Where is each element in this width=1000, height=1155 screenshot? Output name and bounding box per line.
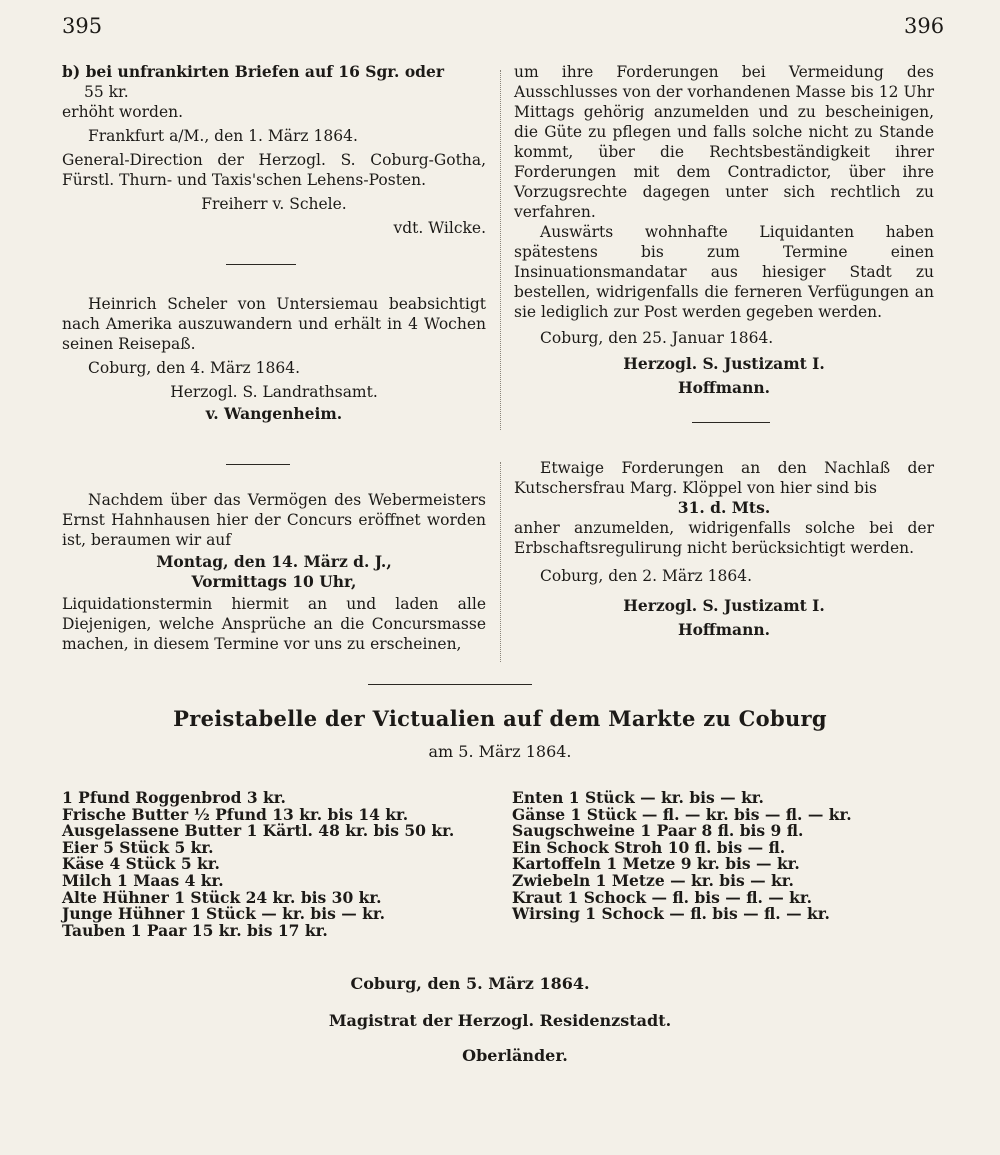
price-item: Ein Schock Stroh 10 fl. bis — fl. — [512, 837, 786, 857]
notice3-text: Nachdem über das Vermögen des Webermeisters Ernst Hahnhausen hier der Concurs eröffnet worden ist, beraumen wir auf — [62, 491, 486, 549]
notice3-continuation-right: um ihre Forderungen bei Vermeidung des Ausschlusses von der vorhandenen Masse bis 12 Uhr Mittags gehörig anzumelden und zu bescheinigen, die Güte zu pflegen und falls solche nicht zu Stande kommt, über die Rechtsbeständigkeit ihrer Forderungen mit dem Contradictor, über ihre Vorzugsrechte dagegen unter sich rechtlich zu verfahren. — [514, 63, 934, 221]
left-column-notice2 — [62, 294, 486, 424]
price-item: Eier 5 Stück 5 kr. — [62, 837, 214, 857]
column-separator-middle — [500, 462, 501, 662]
right-column — [514, 62, 934, 398]
left-column — [62, 62, 486, 238]
price-table-title: Preistabelle der Victualien auf dem Markte zu Coburg — [173, 706, 827, 731]
notice3-signer: Hoffmann. — [677, 378, 771, 397]
price-item: Wirsing 1 Schock — fl. bis — fl. — kr. — [512, 904, 830, 924]
price-item: Käse 4 Stück 5 kr. — [62, 854, 220, 874]
notice1-line-2: 55 kr. — [84, 83, 129, 101]
notice3-time: Vormittags 10 Uhr, — [191, 572, 357, 591]
notice2-date: Coburg, den 4. März 1864. — [88, 359, 300, 377]
price-item: Saugschweine 1 Paar 8 fl. bis 9 fl. — [512, 821, 804, 841]
notice3-authority: Herzogl. S. Justizamt I. — [623, 354, 825, 373]
section-rule — [368, 684, 532, 685]
notice1-authority: General-Direction der Herzogl. S. Coburg-Gotha, Fürstl. Thurn- und Taxis'schen Lehens-Posten. — [62, 151, 486, 189]
price-item: Kraut 1 Schock — fl. bis — fl. — kr. — [512, 887, 813, 907]
price-item: Enten 1 Stück — kr. bis — kr. — [512, 788, 764, 807]
notice4-authority: Herzogl. S. Justizamt I. — [623, 596, 825, 615]
price-list-left — [62, 790, 502, 939]
page-number-left: 395 — [62, 14, 103, 38]
left-column-notice3 — [62, 490, 486, 654]
notice1-date: Frankfurt a/M., den 1. März 1864. — [88, 127, 358, 145]
price-item: Gänse 1 Stück — fl. — kr. bis — fl. — kr. — [512, 804, 852, 824]
right-column-notice4 — [514, 458, 934, 640]
notice3-date: Coburg, den 25. Januar 1864. — [540, 329, 774, 347]
notice3-continuation-left: Liquidationstermin hiermit an und laden alle Diejenigen, welche Ansprüche an die Concursmasse machen, in diesem Termine vor uns zu erscheinen, — [62, 595, 486, 653]
notice4-deadline: 31. d. Mts. — [677, 498, 771, 517]
price-item: Kartoffeln 1 Metze 9 kr. bis — kr. — [512, 854, 800, 874]
price-item: Frische Butter ½ Pfund 13 kr. bis 14 kr. — [62, 804, 409, 824]
price-item: Zwiebeln 1 Metze — kr. bis — kr. — [512, 870, 794, 890]
price-item: 1 Pfund Roggenbrod 3 kr. — [62, 788, 286, 807]
price-item: Tauben 1 Paar 15 kr. bis 17 kr. — [62, 920, 328, 940]
column-separator-top — [500, 70, 501, 430]
notice4-date: Coburg, den 2. März 1864. — [540, 567, 752, 585]
notice1-line-1: b) bei unfrankirten Briefen auf 16 Sgr. oder — [62, 62, 445, 81]
price-item: Milch 1 Maas 4 kr. — [62, 870, 224, 890]
page-number-right: 396 — [904, 14, 945, 38]
price-item: Ausgelassene Butter 1 Kärtl. 48 kr. bis 50 kr. — [62, 821, 455, 841]
notice4-text-a: Etwaige Forderungen an den Nachlaß der Kutschersfrau Marg. Klöppel von hier sind bis — [514, 459, 934, 497]
rule-right-1 — [692, 422, 770, 423]
notice4-signer: Hoffmann. — [677, 620, 771, 639]
price-table-signer: Oberländer. — [462, 1046, 568, 1065]
notice1-line-3: erhöht worden. — [62, 103, 184, 121]
rule-left-2 — [226, 464, 290, 465]
notice2-text: Heinrich Scheler von Untersiemau beabsichtigt nach Amerika auszuwandern und erhält in 4 Wochen seinen Reisepaß. — [62, 295, 486, 353]
notice3-day: Montag, den 14. März d. J., — [156, 552, 392, 571]
notice3-para2: Auswärts wohnhafte Liquidanten haben spätestens bis zum Termine einen Insinuationsmandatar aus hiesiger Stadt zu bestellen, widrigenfalls die ferneren Verfügungen an sie lediglich zur Post werden gegeben werden. — [514, 223, 934, 321]
notice1-signer: Freiherr v. Schele. — [201, 195, 347, 213]
notice4-text-b: anher anzumelden, widrigenfalls solche bei der Erbschaftsregulirung nicht berücksichtigt werden. — [514, 519, 934, 557]
notice1-vdt: vdt. Wilcke. — [393, 219, 486, 237]
price-table-footer-date: Coburg, den 5. März 1864. — [350, 974, 590, 993]
notice2-signer: v. Wangenheim. — [205, 404, 343, 423]
price-item: Junge Hühner 1 Stück — kr. bis — kr. — [62, 904, 386, 924]
price-table-authority: Magistrat der Herzogl. Residenzstadt. — [328, 1011, 672, 1030]
price-item: Alte Hühner 1 Stück 24 kr. bis 30 kr. — [62, 887, 382, 907]
notice2-authority: Herzogl. S. Landrathsamt. — [170, 383, 378, 401]
price-list-right — [512, 790, 932, 923]
rule-left-1 — [226, 264, 296, 265]
price-table-date: am 5. März 1864. — [428, 742, 572, 761]
